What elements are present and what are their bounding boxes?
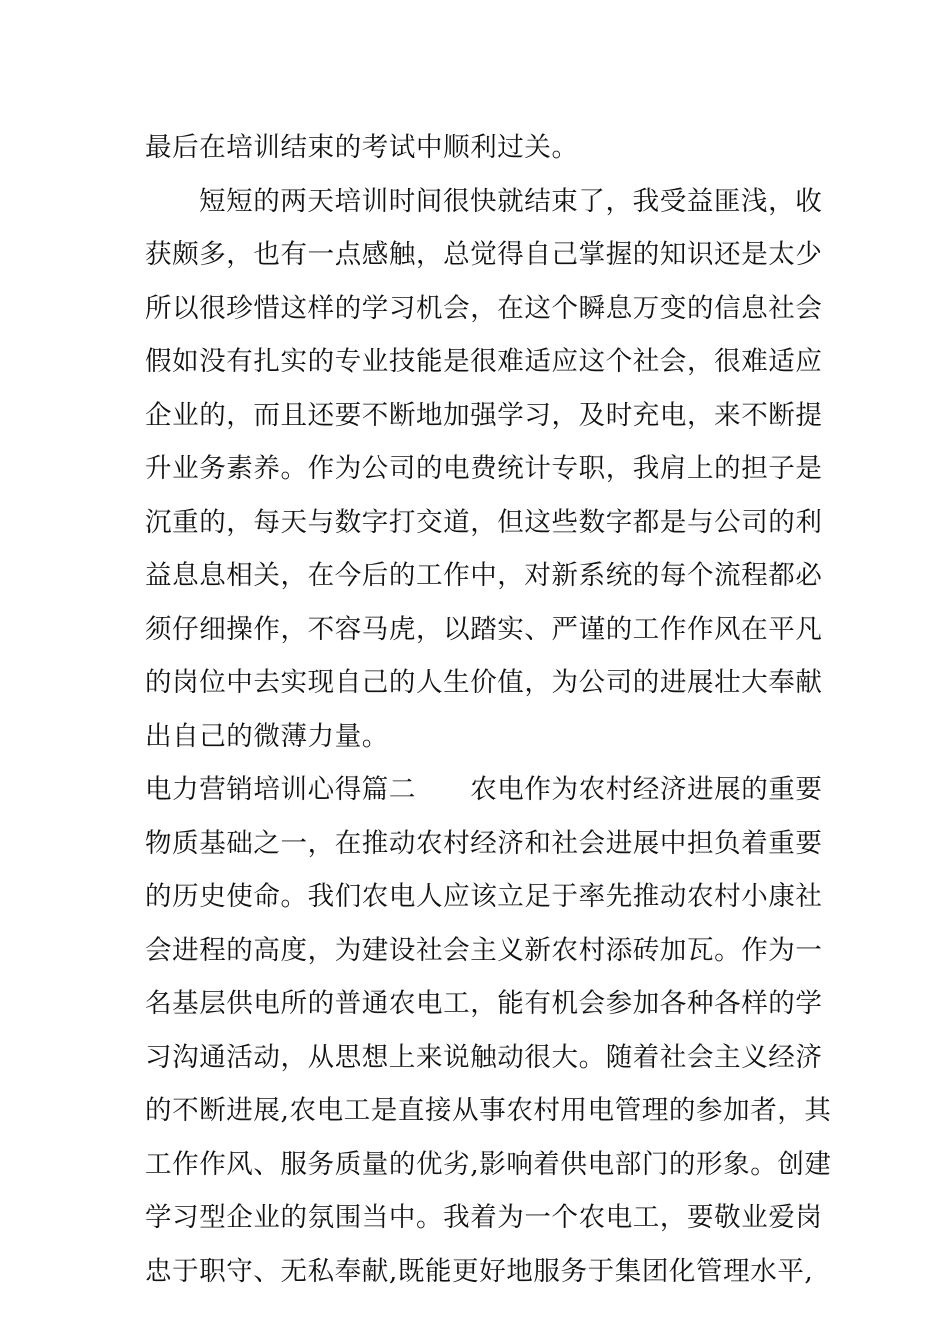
section-heading-line: 电力营销培训心得篇二 农电作为农村经济进展的重要 [145,774,823,805]
text-line: 名基层供电所的普通农电工，能有机会参加各种各样的学 [145,988,823,1019]
text-line: 物质基础之一，在推动农村经济和社会进展中担负着重要 [145,827,823,859]
text-line: 益息息相关，在今后的工作中，对新系统的每个流程都必 [145,560,823,591]
text-line: 所以很珍惜这样的学习机会，在这个瞬息万变的信息社会 [145,292,823,324]
text-line: 出自己的微薄力量。 [145,720,389,752]
text-line: 假如没有扎实的专业技能是很难适应这个社会，很难适应 [145,346,823,377]
text-line: 沉重的，每天与数字打交道，但这些数字都是与公司的利 [145,506,823,538]
text-line: 会进程的高度，为建设社会主义新农村添砖加瓦。作为一 [145,934,823,966]
text-line: 的历史使命。我们农电人应该立足于率先推动农村小康社 [145,881,823,912]
document-body [145,121,832,1298]
text-line: 学习型企业的氛围当中。我着为一个农电工，要敬业爱岗 [145,1202,823,1233]
text-line: 最后在培训结束的考试中顺利过关。 [145,132,579,163]
text-line: 工作作风、服务质量的优劣,影响着供电部门的形象。创建 [145,1148,832,1180]
text-line: 获颇多，也有一点感触，总觉得自己掌握的知识还是太少 [145,239,823,270]
text-line: 企业的，而且还要不断地加强学习，及时充电，来不断提 [145,399,823,431]
text-line: 的岗位中去实现自己的人生价值，为公司的进展壮大奉献 [145,667,823,698]
text-line: 忠于职守、无私奉献,既能更好地服务于集团化管理水平, [145,1255,814,1287]
text-line: 升业务素养。作为公司的电费统计专职，我肩上的担子是 [145,453,823,484]
text-line: 短短的两天培训时间很快就结束了，我受益匪浅，收 [199,185,823,217]
text-line: 习沟通活动，从思想上来说触动很大。随着社会主义经济 [145,1041,823,1073]
text-line: 须仔细操作，不容马虎，以踏实、严谨的工作作风在平凡 [145,613,823,645]
text-line: 的不断进展,农电工是直接从事农村用电管理的参加者，其 [145,1095,832,1126]
